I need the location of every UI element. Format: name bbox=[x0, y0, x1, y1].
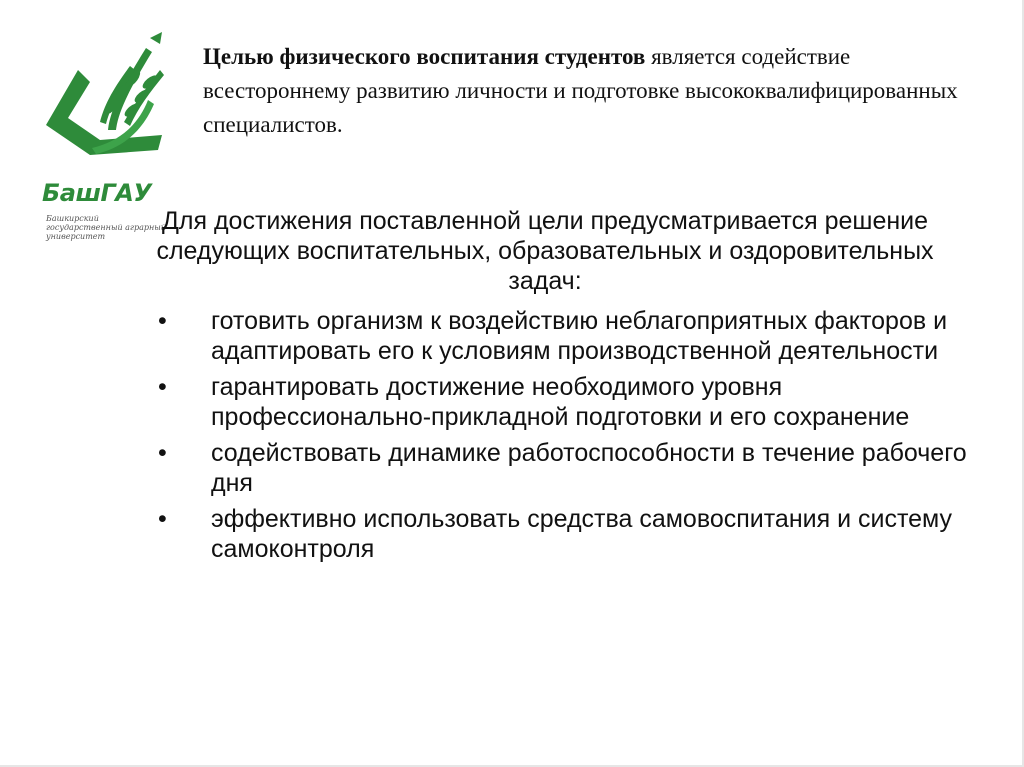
intro-paragraph bbox=[203, 40, 963, 142]
list-item-text: гарантировать достижение необходимого уровня профессионально-прикладной подготовки и его сохранение bbox=[211, 373, 910, 431]
wheat-ear-icon bbox=[38, 30, 170, 180]
university-logo bbox=[38, 30, 170, 241]
list-item-text: эффективно использовать средства самовоспитания и систему самоконтроля bbox=[211, 505, 952, 563]
list-item-text: содействовать динамике работоспособности в течение рабочего дня bbox=[211, 439, 967, 497]
list-item bbox=[150, 306, 970, 366]
list-item-text: готовить организм к воздействию неблагоприятных факторов и адаптировать его к условиям производственной деятельности bbox=[211, 307, 948, 365]
intro-bold: Целью физического воспитания студентов bbox=[203, 44, 646, 69]
bullet: • bbox=[158, 373, 167, 401]
list-item bbox=[150, 504, 970, 564]
list-item bbox=[150, 438, 970, 498]
logo-subtitle: Башкирский государственный аграрный университет bbox=[46, 214, 166, 241]
intro-rest: является содействие всестороннему развитию личности и подготовке высококвалифицированных специалистов. bbox=[203, 44, 958, 137]
lead-paragraph: Для достижения поставленной цели предусматривается решение следующих воспитательных, образовательных и оздоровительных задач: bbox=[156, 207, 934, 295]
task-list bbox=[150, 306, 970, 570]
bullet: • bbox=[158, 505, 167, 533]
logo-name: БашГАУ bbox=[42, 179, 152, 207]
bullet: • bbox=[158, 439, 167, 467]
bullet: • bbox=[158, 307, 167, 335]
list-item bbox=[150, 372, 970, 432]
